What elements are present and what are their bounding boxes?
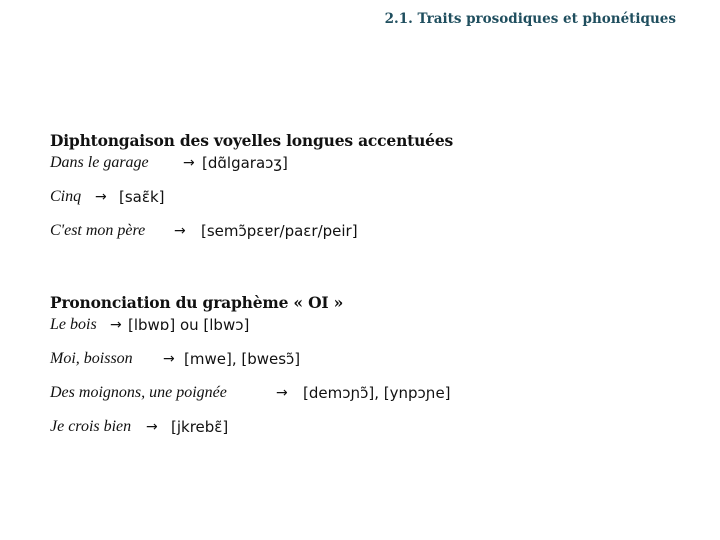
french-phrase: Je crois bien	[50, 418, 132, 435]
ipa-transcription: [dɑ̃lgaraɔʒ]	[202, 154, 288, 172]
ipa-transcription: [lbwɒ] ou [lbwɔ]	[128, 316, 250, 334]
running-header-title: 2.1. Traits prosodiques et phonétiques	[384, 11, 676, 27]
example-row	[50, 384, 451, 418]
arrow-icon: →	[95, 189, 107, 205]
french-phrase: C'est mon père	[50, 222, 146, 239]
section-prononciation-oi	[50, 293, 451, 452]
section-heading: Diphtongaison des voyelles longues accentuées	[50, 131, 454, 150]
example-row	[50, 418, 343, 452]
arrow-icon: →	[110, 317, 122, 333]
french-phrase: Le bois	[50, 316, 97, 333]
example-row	[50, 316, 343, 350]
arrow-icon: →	[276, 385, 288, 401]
arrow-icon: →	[183, 155, 195, 171]
example-row	[50, 350, 343, 384]
ipa-transcription: [saɛ̃k]	[119, 188, 165, 206]
ipa-transcription: [semɔ̃pɛɐr/paɛr/peir]	[201, 222, 358, 240]
section-diphtongaison	[50, 131, 453, 256]
ipa-transcription: [demɔɲɔ̃], [ynpɔɲe]	[303, 384, 451, 402]
ipa-transcription: [mwe], [bwesɔ̃]	[184, 350, 301, 368]
ipa-transcription: [jkrebɛ̃]	[171, 418, 229, 436]
french-phrase: Moi, boisson	[50, 350, 133, 367]
example-row	[50, 222, 453, 256]
example-row	[50, 154, 453, 188]
arrow-icon: →	[163, 351, 175, 367]
french-phrase: Dans le garage	[50, 154, 149, 171]
french-phrase: Cinq	[50, 188, 82, 205]
example-row	[50, 188, 453, 222]
arrow-icon: →	[174, 223, 186, 239]
section-heading: Prononciation du graphème « OI »	[50, 293, 344, 312]
arrow-icon: →	[146, 419, 158, 435]
french-phrase: Des moignons, une poignée	[50, 384, 227, 401]
